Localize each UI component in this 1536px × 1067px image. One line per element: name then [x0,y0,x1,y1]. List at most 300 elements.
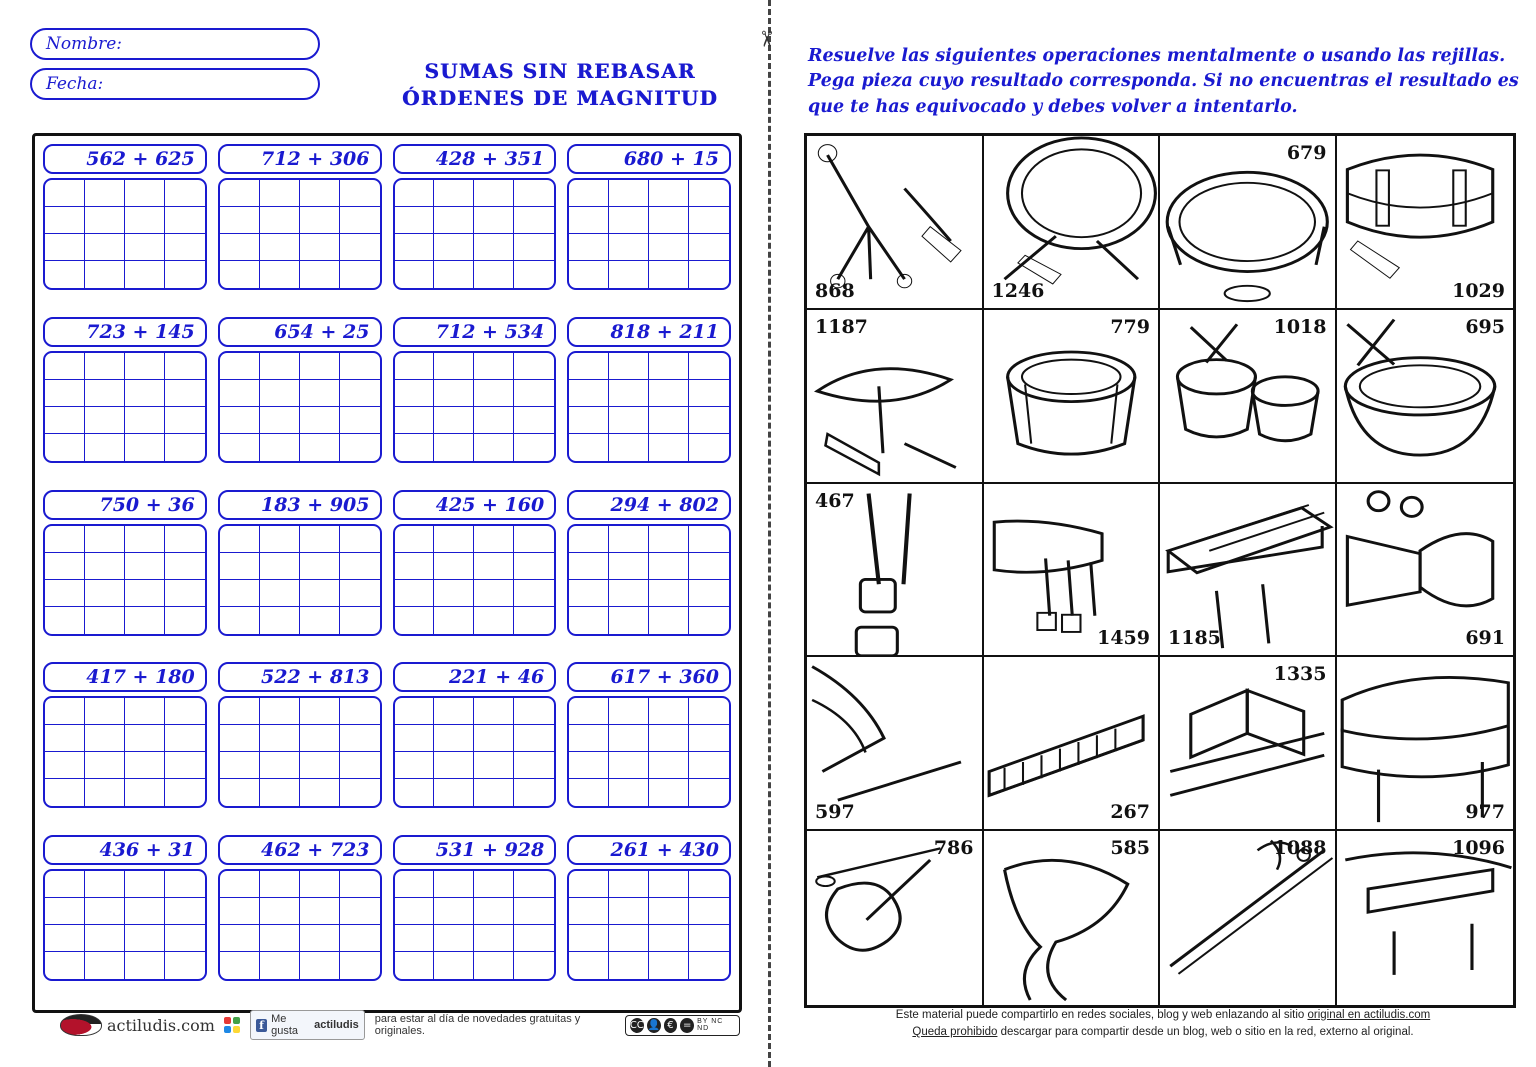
answer-cell[interactable] [434,353,474,380]
answer-cell[interactable] [220,952,260,979]
name-field[interactable] [30,28,320,60]
answer-cell[interactable] [514,752,554,779]
answer-cell[interactable] [340,353,380,380]
answer-cell[interactable] [85,407,125,434]
answer-cell[interactable] [569,234,609,261]
answer-cell[interactable] [474,925,514,952]
answer-cell[interactable] [609,234,649,261]
answer-cell[interactable] [45,261,85,288]
answer-cell[interactable] [434,607,474,634]
answer-grid[interactable] [218,696,382,808]
answer-cell[interactable] [474,234,514,261]
answer-cell[interactable] [474,752,514,779]
answer-grid[interactable] [393,351,557,463]
answer-cell[interactable] [300,607,340,634]
puzzle-piece[interactable] [1160,310,1337,484]
answer-cell[interactable] [125,180,165,207]
answer-cell[interactable] [45,871,85,898]
answer-cell[interactable] [165,898,205,925]
answer-cell[interactable] [569,353,609,380]
answer-cell[interactable] [300,526,340,553]
answer-cell[interactable] [45,925,85,952]
answer-grid[interactable] [43,869,207,981]
answer-cell[interactable] [395,952,435,979]
answer-cell[interactable] [609,580,649,607]
answer-cell[interactable] [260,234,300,261]
answer-cell[interactable] [689,871,729,898]
answer-cell[interactable] [300,234,340,261]
answer-cell[interactable] [165,407,205,434]
answer-cell[interactable] [85,434,125,461]
answer-cell[interactable] [395,580,435,607]
answer-cell[interactable] [514,261,554,288]
answer-cell[interactable] [689,698,729,725]
answer-cell[interactable] [609,871,649,898]
answer-cell[interactable] [569,952,609,979]
answer-cell[interactable] [340,607,380,634]
answer-cell[interactable] [395,407,435,434]
answer-cell[interactable] [689,779,729,806]
answer-cell[interactable] [569,871,609,898]
answer-cell[interactable] [300,752,340,779]
answer-cell[interactable] [45,434,85,461]
answer-cell[interactable] [45,580,85,607]
answer-cell[interactable] [340,434,380,461]
answer-cell[interactable] [649,698,689,725]
answer-cell[interactable] [609,898,649,925]
answer-cell[interactable] [434,180,474,207]
answer-cell[interactable] [569,380,609,407]
puzzle-piece[interactable] [807,831,984,1005]
answer-cell[interactable] [434,898,474,925]
answer-cell[interactable] [395,180,435,207]
answer-cell[interactable] [474,553,514,580]
answer-cell[interactable] [395,779,435,806]
answer-cell[interactable] [85,180,125,207]
answer-cell[interactable] [165,952,205,979]
answer-cell[interactable] [85,607,125,634]
answer-cell[interactable] [434,580,474,607]
answer-cell[interactable] [340,234,380,261]
answer-cell[interactable] [434,871,474,898]
answer-cell[interactable] [165,553,205,580]
answer-cell[interactable] [609,380,649,407]
answer-cell[interactable] [220,698,260,725]
answer-cell[interactable] [569,698,609,725]
answer-cell[interactable] [395,752,435,779]
answer-cell[interactable] [165,580,205,607]
date-field[interactable] [30,68,320,100]
answer-cell[interactable] [45,725,85,752]
answer-cell[interactable] [434,779,474,806]
answer-grid[interactable] [218,178,382,290]
answer-cell[interactable] [45,234,85,261]
answer-cell[interactable] [340,580,380,607]
answer-cell[interactable] [125,607,165,634]
answer-cell[interactable] [125,698,165,725]
answer-cell[interactable] [220,180,260,207]
answer-grid[interactable] [43,178,207,290]
puzzle-piece[interactable] [1160,136,1337,310]
answer-cell[interactable] [474,580,514,607]
answer-cell[interactable] [260,952,300,979]
answer-cell[interactable] [434,526,474,553]
answer-cell[interactable] [649,353,689,380]
answer-cell[interactable] [300,952,340,979]
puzzle-piece[interactable] [984,831,1161,1005]
answer-cell[interactable] [434,407,474,434]
answer-cell[interactable] [260,925,300,952]
answer-cell[interactable] [300,898,340,925]
answer-cell[interactable] [689,434,729,461]
answer-cell[interactable] [165,353,205,380]
answer-cell[interactable] [340,752,380,779]
answer-cell[interactable] [125,952,165,979]
answer-cell[interactable] [165,261,205,288]
answer-cell[interactable] [514,779,554,806]
answer-cell[interactable] [85,898,125,925]
answer-cell[interactable] [260,434,300,461]
answer-cell[interactable] [260,261,300,288]
answer-cell[interactable] [689,380,729,407]
answer-cell[interactable] [689,180,729,207]
answer-cell[interactable] [340,553,380,580]
answer-cell[interactable] [260,607,300,634]
answer-cell[interactable] [609,725,649,752]
answer-cell[interactable] [649,871,689,898]
answer-cell[interactable] [340,261,380,288]
answer-cell[interactable] [474,871,514,898]
answer-cell[interactable] [514,234,554,261]
answer-cell[interactable] [649,725,689,752]
answer-cell[interactable] [649,925,689,952]
answer-cell[interactable] [260,725,300,752]
footer-link[interactable]: original en actiludis.com [1307,1008,1431,1021]
answer-cell[interactable] [220,752,260,779]
answer-cell[interactable] [474,180,514,207]
answer-cell[interactable] [514,407,554,434]
answer-cell[interactable] [395,871,435,898]
answer-cell[interactable] [474,407,514,434]
answer-grid[interactable] [393,524,557,636]
answer-cell[interactable] [609,353,649,380]
answer-cell[interactable] [514,952,554,979]
answer-cell[interactable] [45,607,85,634]
answer-cell[interactable] [649,752,689,779]
answer-cell[interactable] [85,698,125,725]
answer-cell[interactable] [220,725,260,752]
answer-cell[interactable] [340,180,380,207]
answer-cell[interactable] [395,207,435,234]
answer-cell[interactable] [514,180,554,207]
answer-cell[interactable] [609,526,649,553]
answer-cell[interactable] [689,952,729,979]
answer-cell[interactable] [395,434,435,461]
answer-cell[interactable] [220,580,260,607]
answer-cell[interactable] [569,607,609,634]
answer-cell[interactable] [474,261,514,288]
facebook-badge[interactable] [250,1010,365,1040]
answer-grid[interactable] [567,524,731,636]
answer-cell[interactable] [434,952,474,979]
answer-cell[interactable] [300,353,340,380]
answer-cell[interactable] [609,698,649,725]
answer-cell[interactable] [434,380,474,407]
answer-cell[interactable] [125,553,165,580]
answer-cell[interactable] [125,725,165,752]
answer-cell[interactable] [569,925,609,952]
answer-cell[interactable] [125,353,165,380]
answer-grid[interactable] [218,869,382,981]
answer-cell[interactable] [609,207,649,234]
answer-grid[interactable] [567,869,731,981]
answer-cell[interactable] [260,871,300,898]
answer-cell[interactable] [474,607,514,634]
answer-cell[interactable] [434,752,474,779]
answer-cell[interactable] [649,553,689,580]
answer-cell[interactable] [514,898,554,925]
answer-cell[interactable] [569,407,609,434]
answer-cell[interactable] [85,553,125,580]
answer-cell[interactable] [514,434,554,461]
answer-cell[interactable] [125,925,165,952]
puzzle-piece[interactable] [1337,310,1514,484]
answer-cell[interactable] [340,207,380,234]
answer-cell[interactable] [514,553,554,580]
answer-cell[interactable] [474,353,514,380]
answer-cell[interactable] [649,234,689,261]
answer-grid[interactable] [393,869,557,981]
answer-cell[interactable] [45,698,85,725]
answer-cell[interactable] [260,698,300,725]
answer-cell[interactable] [434,207,474,234]
answer-cell[interactable] [569,180,609,207]
puzzle-piece[interactable] [1160,831,1337,1005]
answer-cell[interactable] [220,607,260,634]
answer-cell[interactable] [395,925,435,952]
answer-cell[interactable] [45,180,85,207]
answer-grid[interactable] [43,524,207,636]
answer-cell[interactable] [569,526,609,553]
answer-cell[interactable] [220,526,260,553]
answer-cell[interactable] [474,952,514,979]
answer-cell[interactable] [609,407,649,434]
answer-cell[interactable] [85,871,125,898]
answer-cell[interactable] [340,407,380,434]
answer-cell[interactable] [514,580,554,607]
answer-grid[interactable] [567,178,731,290]
answer-cell[interactable] [85,725,125,752]
answer-cell[interactable] [609,925,649,952]
answer-cell[interactable] [85,952,125,979]
puzzle-piece[interactable] [1337,484,1514,658]
answer-cell[interactable] [649,261,689,288]
answer-cell[interactable] [45,952,85,979]
answer-cell[interactable] [300,871,340,898]
answer-cell[interactable] [260,407,300,434]
answer-cell[interactable] [260,526,300,553]
answer-grid[interactable] [393,696,557,808]
answer-cell[interactable] [300,925,340,952]
answer-cell[interactable] [45,898,85,925]
answer-cell[interactable] [165,180,205,207]
puzzle-piece[interactable] [984,484,1161,658]
puzzle-piece[interactable] [1337,136,1514,310]
answer-cell[interactable] [569,434,609,461]
answer-cell[interactable] [434,234,474,261]
answer-cell[interactable] [474,898,514,925]
answer-cell[interactable] [609,553,649,580]
answer-cell[interactable] [260,752,300,779]
answer-cell[interactable] [649,898,689,925]
answer-cell[interactable] [220,898,260,925]
answer-grid[interactable] [43,696,207,808]
answer-cell[interactable] [45,380,85,407]
answer-cell[interactable] [474,434,514,461]
answer-cell[interactable] [474,380,514,407]
answer-cell[interactable] [220,207,260,234]
answer-cell[interactable] [220,353,260,380]
answer-cell[interactable] [395,234,435,261]
puzzle-piece[interactable] [1337,831,1514,1005]
answer-cell[interactable] [85,752,125,779]
answer-cell[interactable] [649,434,689,461]
answer-cell[interactable] [569,898,609,925]
answer-cell[interactable] [569,779,609,806]
answer-cell[interactable] [300,553,340,580]
answer-cell[interactable] [609,434,649,461]
answer-cell[interactable] [609,779,649,806]
answer-cell[interactable] [220,234,260,261]
puzzle-piece[interactable] [1160,657,1337,831]
answer-cell[interactable] [514,607,554,634]
answer-cell[interactable] [609,180,649,207]
answer-cell[interactable] [125,261,165,288]
answer-cell[interactable] [395,698,435,725]
puzzle-piece[interactable] [807,136,984,310]
answer-cell[interactable] [165,725,205,752]
answer-cell[interactable] [514,871,554,898]
answer-cell[interactable] [85,580,125,607]
answer-cell[interactable] [260,898,300,925]
answer-cell[interactable] [85,261,125,288]
answer-cell[interactable] [220,779,260,806]
answer-cell[interactable] [395,607,435,634]
answer-cell[interactable] [45,779,85,806]
answer-cell[interactable] [689,407,729,434]
answer-grid[interactable] [393,178,557,290]
answer-cell[interactable] [569,725,609,752]
answer-cell[interactable] [474,207,514,234]
answer-cell[interactable] [569,580,609,607]
answer-cell[interactable] [689,553,729,580]
answer-cell[interactable] [125,871,165,898]
answer-grid[interactable] [218,524,382,636]
answer-cell[interactable] [649,526,689,553]
answer-cell[interactable] [649,580,689,607]
answer-cell[interactable] [514,526,554,553]
answer-cell[interactable] [85,380,125,407]
puzzle-piece[interactable] [807,484,984,658]
answer-cell[interactable] [220,871,260,898]
answer-cell[interactable] [649,952,689,979]
answer-cell[interactable] [45,526,85,553]
answer-cell[interactable] [689,607,729,634]
answer-cell[interactable] [45,752,85,779]
answer-cell[interactable] [514,380,554,407]
answer-cell[interactable] [649,207,689,234]
answer-cell[interactable] [165,779,205,806]
answer-cell[interactable] [165,207,205,234]
answer-cell[interactable] [649,380,689,407]
answer-cell[interactable] [689,261,729,288]
answer-cell[interactable] [300,407,340,434]
answer-cell[interactable] [220,261,260,288]
answer-cell[interactable] [300,380,340,407]
answer-cell[interactable] [395,261,435,288]
answer-cell[interactable] [165,434,205,461]
answer-cell[interactable] [260,353,300,380]
answer-cell[interactable] [300,261,340,288]
answer-cell[interactable] [514,725,554,752]
puzzle-piece[interactable] [984,657,1161,831]
answer-cell[interactable] [395,380,435,407]
answer-grid[interactable] [43,351,207,463]
answer-cell[interactable] [689,925,729,952]
answer-cell[interactable] [395,353,435,380]
answer-cell[interactable] [220,925,260,952]
answer-grid[interactable] [567,351,731,463]
answer-cell[interactable] [220,407,260,434]
answer-cell[interactable] [165,698,205,725]
answer-cell[interactable] [395,553,435,580]
answer-cell[interactable] [125,898,165,925]
answer-cell[interactable] [395,725,435,752]
answer-cell[interactable] [125,434,165,461]
answer-cell[interactable] [125,752,165,779]
answer-cell[interactable] [260,207,300,234]
answer-cell[interactable] [300,207,340,234]
answer-cell[interactable] [689,526,729,553]
answer-cell[interactable] [85,207,125,234]
answer-cell[interactable] [569,207,609,234]
answer-cell[interactable] [689,207,729,234]
answer-cell[interactable] [340,779,380,806]
answer-cell[interactable] [649,180,689,207]
answer-cell[interactable] [474,526,514,553]
answer-cell[interactable] [340,925,380,952]
answer-cell[interactable] [434,925,474,952]
answer-cell[interactable] [85,925,125,952]
answer-cell[interactable] [434,698,474,725]
answer-cell[interactable] [569,261,609,288]
answer-cell[interactable] [689,353,729,380]
answer-cell[interactable] [45,353,85,380]
answer-cell[interactable] [125,580,165,607]
answer-cell[interactable] [514,207,554,234]
answer-cell[interactable] [220,553,260,580]
answer-cell[interactable] [45,553,85,580]
answer-cell[interactable] [340,898,380,925]
puzzle-piece[interactable] [807,657,984,831]
answer-cell[interactable] [474,779,514,806]
answer-cell[interactable] [220,380,260,407]
answer-cell[interactable] [300,725,340,752]
answer-cell[interactable] [260,580,300,607]
answer-cell[interactable] [85,526,125,553]
answer-cell[interactable] [514,925,554,952]
answer-cell[interactable] [85,234,125,261]
